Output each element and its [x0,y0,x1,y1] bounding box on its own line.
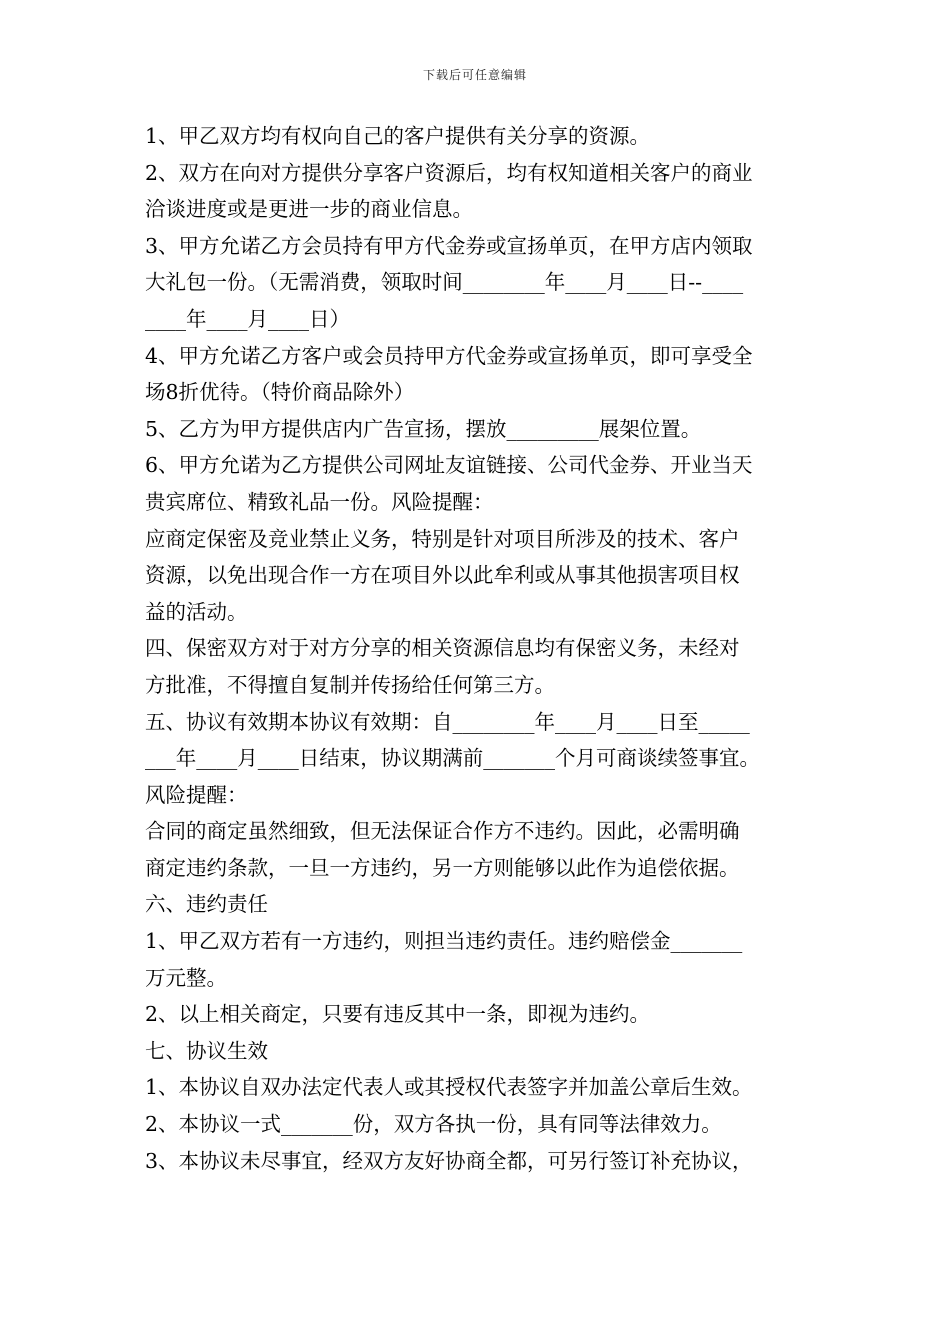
text-line: 场8折优待。（特价商品除外） [145,380,415,405]
text-line: ___年____月____日结束，协议期满前_______个月可商谈续签事宜。 [145,746,760,771]
text-line: 2、双方在向对方提供分享客户资源后，均有权知道相关客户的商业 [145,160,753,185]
text-line: 1、本协议自双办法定代表人或其授权代表签字并加盖公章后生效。 [145,1075,753,1100]
text-line: ____年____月____日） [145,306,350,331]
header-note: 下载后可任意编辑 [422,68,527,82]
text-line: 合同的商定虽然细致，但无法保证合作方不违约。因此，必需明确 [145,819,740,844]
text-line: 风险提醒： [145,782,248,807]
text-line: 1、甲乙双方若有一方违约，则担当违约责任。违约赔偿金_______ [145,929,743,954]
text-line: 六、违约责任 [145,892,268,917]
text-line: 益的活动。 [145,599,248,624]
text-line: 洽谈进度或是更进一步的商业信息。 [145,197,473,222]
text-line: 资源，以免出现合作一方在项目外以此牟利或从事其他损害项目权 [145,563,740,588]
text-line: 2、以上相关商定，只要有违反其中一条，即视为违约。 [145,1002,651,1027]
text-line: 应商定保密及竞业禁止义务，特别是针对项目所涉及的技术、客户 [145,526,740,551]
text-line: 贵宾席位、精致礼品一份。风险提醒： [145,489,494,514]
text-line: 四、保密双方对于对方分享的相关资源信息均有保密义务，未经对 [145,636,740,661]
text-line: 6、甲方允诺为乙方提供公司网址友谊链接、公司代金券、开业当天 [145,453,753,478]
text-line: 4、甲方允诺乙方客户或会员持甲方代金券或宣扬单页，即可享受全 [145,343,753,368]
text-line: 商定违约条款，一旦一方违约，另一方则能够以此作为追偿依据。 [145,855,740,880]
text-line: 1、甲乙双方均有权向自己的客户提供有关分享的资源。 [145,124,651,148]
text-line: 万元整。 [145,965,227,990]
text-line: 3、甲方允诺乙方会员持有甲方代金券或宣扬单页，在甲方店内领取 [145,233,753,258]
document-body [145,118,815,1179]
text-line: 3、本协议未尽事宜，经双方友好协商全都，可另行签订补充协议， [145,1148,753,1173]
text-line: 七、协议生效 [145,1038,268,1063]
text-line: 方批准，不得擅自复制并传扬给任何第三方。 [145,672,555,697]
text-line: 5、乙方为甲方提供店内广告宣扬，摆放_________展架位置。 [145,416,702,441]
text-line: 五、协议有效期本协议有效期：自________年____月____日至_____ [145,709,750,734]
text-line: 大礼包一份。（无需消费，领取时间________年____月____日--____ [145,270,744,295]
text-line: 2、本协议一式_______份，双方各执一份，具有同等法律效力。 [145,1112,722,1137]
